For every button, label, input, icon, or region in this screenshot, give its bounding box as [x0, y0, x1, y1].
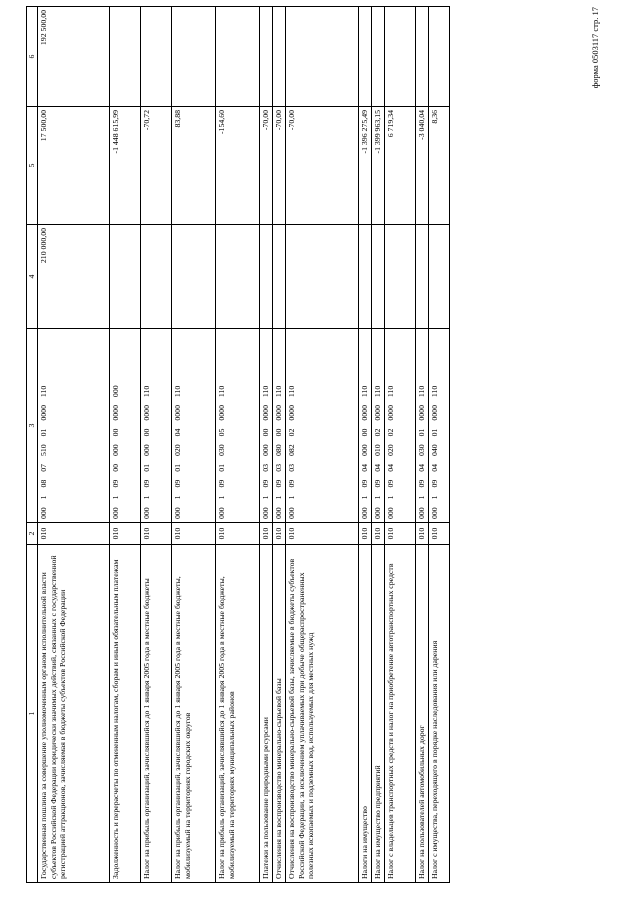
row-line-code: 010 — [385, 523, 416, 545]
row-line-code: 010 — [429, 523, 450, 545]
row-line-code: 010 — [273, 523, 286, 545]
row-name: Налог на пользователей автомобильных дорог — [416, 545, 429, 883]
row-line-code: 010 — [38, 523, 110, 545]
row-unexecuted-amount — [385, 7, 416, 107]
row-line-code: 010 — [372, 523, 385, 545]
row-executed-amount: 8,36 — [429, 107, 450, 225]
row-approved-amount — [172, 225, 216, 329]
row-line-code: 010 — [141, 523, 172, 545]
report-table — [26, 6, 450, 883]
column-number: 3 — [27, 329, 38, 523]
row-unexecuted-amount — [273, 7, 286, 107]
row-budget-code: 000 1 09 03 082 02 0000 110 — [286, 329, 359, 523]
table-row — [260, 7, 273, 883]
table-row — [273, 7, 286, 883]
table-row — [429, 7, 450, 883]
row-line-code: 010 — [110, 523, 141, 545]
row-executed-amount: -1 399 963,15 — [372, 107, 385, 225]
row-name: Налог с имущества, переходящего в порядке наследования или дарения — [429, 545, 450, 883]
row-line-code: 010 — [359, 523, 372, 545]
table-row — [372, 7, 385, 883]
row-unexecuted-amount — [359, 7, 372, 107]
row-unexecuted-amount — [260, 7, 273, 107]
row-budget-code: 000 1 09 04 030 01 0000 110 — [416, 329, 429, 523]
row-unexecuted-amount — [286, 7, 359, 107]
column-number: 5 — [27, 107, 38, 225]
table-row — [359, 7, 372, 883]
row-executed-amount: 6 719,34 — [385, 107, 416, 225]
row-approved-amount — [273, 225, 286, 329]
table-row — [110, 7, 141, 883]
column-number: 4 — [27, 225, 38, 329]
row-unexecuted-amount — [172, 7, 216, 107]
row-budget-code: 000 1 09 04 000 00 0000 110 — [359, 329, 372, 523]
row-unexecuted-amount — [429, 7, 450, 107]
row-line-code: 010 — [260, 523, 273, 545]
column-number: 1 — [27, 545, 38, 883]
table-row — [172, 7, 216, 883]
row-unexecuted-amount — [141, 7, 172, 107]
row-executed-amount: 17 500,00 — [38, 107, 110, 225]
row-executed-amount: -70,00 — [260, 107, 273, 225]
row-approved-amount — [429, 225, 450, 329]
row-approved-amount — [216, 225, 260, 329]
row-executed-amount: -70,00 — [286, 107, 359, 225]
row-name: Налог на имущество предприятий — [372, 545, 385, 883]
table-row — [141, 7, 172, 883]
row-approved-amount — [110, 225, 141, 329]
row-approved-amount — [359, 225, 372, 329]
column-number: 6 — [27, 7, 38, 107]
row-name: Платежи за пользование природными ресурсами — [260, 545, 273, 883]
row-line-code: 010 — [416, 523, 429, 545]
row-unexecuted-amount — [416, 7, 429, 107]
row-executed-amount: -154,60 — [216, 107, 260, 225]
row-executed-amount: -3 040,04 — [416, 107, 429, 225]
table-row — [38, 7, 110, 883]
row-line-code: 010 — [172, 523, 216, 545]
table-row — [416, 7, 429, 883]
row-budget-code: 000 1 09 04 020 02 0000 110 — [385, 329, 416, 523]
row-line-code: 010 — [286, 523, 359, 545]
column-number-row — [27, 7, 38, 883]
row-unexecuted-amount: 192 500,00 — [38, 7, 110, 107]
row-line-code: 010 — [216, 523, 260, 545]
table-row — [216, 7, 260, 883]
row-budget-code: 000 1 09 03 000 00 0000 110 — [260, 329, 273, 523]
form-reference: форма 0503117 стр. 17 — [590, 7, 600, 89]
table-row — [385, 7, 416, 883]
row-executed-amount: -70,72 — [141, 107, 172, 225]
row-approved-amount — [372, 225, 385, 329]
row-unexecuted-amount — [372, 7, 385, 107]
table-body — [38, 7, 450, 883]
table-row — [286, 7, 359, 883]
row-name: Налог на прибыль организаций, зачислявшийся до 1 января 2005 года в местные бюджеты, мобилизуемый на территориях муниципальных районов — [216, 545, 260, 883]
row-approved-amount — [385, 225, 416, 329]
row-name: Отчисления на воспроизводство минерально-сырьевой базы, зачисляемые в бюджеты субъектов Российской Федерации, за исключением уплачиваемых при добыче общераспространенных полезных ископаемых и подземных вод, используемых для местных нужд — [286, 545, 359, 883]
row-approved-amount — [260, 225, 273, 329]
row-budget-code: 000 1 09 01 020 04 0000 110 — [172, 329, 216, 523]
row-name: Налог с владельцев транспортных средств и налог на приобретение автотранспортных средств — [385, 545, 416, 883]
row-name: Налоги на имущество — [359, 545, 372, 883]
row-unexecuted-amount — [110, 7, 141, 107]
row-budget-code: 000 1 09 04 040 01 0000 110 — [429, 329, 450, 523]
row-name: Отчисления на воспроизводство минерально-сырьевой базы — [273, 545, 286, 883]
row-budget-code: 000 1 09 00 000 00 0000 000 — [110, 329, 141, 523]
row-approved-amount: 210 000,00 — [38, 225, 110, 329]
row-executed-amount: -1 396 275,49 — [359, 107, 372, 225]
column-number: 2 — [27, 523, 38, 545]
row-name: Налог на прибыль организаций, зачислявшийся до 1 января 2005 года в местные бюджеты — [141, 545, 172, 883]
row-unexecuted-amount — [216, 7, 260, 107]
row-approved-amount — [286, 225, 359, 329]
row-name: Задолженность и перерасчеты по отмененным налогам, сборам и иным обязательным платежам — [110, 545, 141, 883]
row-name: Налог на прибыль организаций, зачислявшийся до 1 января 2005 года в местные бюджеты, мобилизуемый на территориях городских округов — [172, 545, 216, 883]
row-executed-amount: -1 448 615,99 — [110, 107, 141, 225]
row-budget-code: 000 1 09 03 080 00 0000 110 — [273, 329, 286, 523]
row-name: Государственная пошлина за совершение уполномоченным органом исполнительной власти субъектов Российской Федерации юридически значимых действий, связанных с государственной регистрацией аттракционов, зачисляемая в бюджеты субъектов Российской Федерации — [38, 545, 110, 883]
row-budget-code: 000 1 09 01 030 05 0000 110 — [216, 329, 260, 523]
row-budget-code: 000 1 08 07 510 01 0000 110 — [38, 329, 110, 523]
row-budget-code: 000 1 09 01 000 00 0000 110 — [141, 329, 172, 523]
row-budget-code: 000 1 09 04 010 02 0000 110 — [372, 329, 385, 523]
row-executed-amount: 83,88 — [172, 107, 216, 225]
row-approved-amount — [141, 225, 172, 329]
row-executed-amount: -70,00 — [273, 107, 286, 225]
row-approved-amount — [416, 225, 429, 329]
